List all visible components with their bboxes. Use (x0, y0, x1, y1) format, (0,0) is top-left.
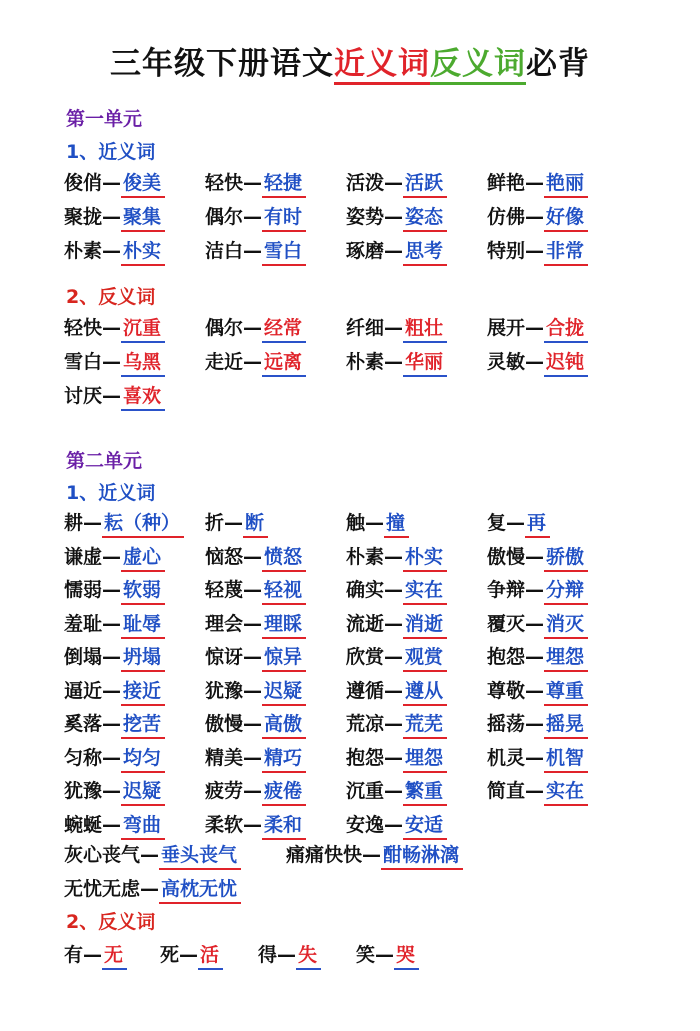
word-pair (487, 575, 588, 605)
answer-word: 荒芜 (403, 709, 447, 739)
word: 仿佛 (487, 206, 526, 228)
dash-separator: — (83, 512, 103, 534)
word-pair (205, 313, 306, 343)
word: 轻蔑 (205, 579, 244, 601)
answer-word: 雪白 (262, 236, 306, 266)
word-pair (205, 709, 306, 739)
word-pair (64, 381, 165, 411)
word: 机灵 (487, 746, 526, 769)
word: 谦虚 (64, 545, 103, 568)
answer-word: 耻辱 (121, 609, 165, 639)
word: 确实 (346, 579, 385, 601)
word-pair (205, 642, 306, 672)
word-pair (205, 676, 306, 706)
dash-separator: — (102, 172, 122, 194)
dash-separator: — (384, 780, 404, 802)
word: 聚拢 (64, 206, 103, 228)
word: 走近 (205, 351, 244, 373)
answer-word: 无 (102, 940, 127, 970)
dash-separator: — (179, 944, 199, 966)
word-pair (64, 542, 165, 572)
word-pair (64, 347, 165, 377)
unit1-antonym-heading: 2、反义词 (66, 286, 156, 308)
word: 抱怨 (346, 746, 385, 769)
answer-word: 乌黑 (121, 347, 165, 377)
word: 有 (64, 944, 84, 966)
dash-separator: — (384, 679, 404, 702)
word-pair (64, 840, 241, 870)
dash-separator: — (525, 545, 545, 568)
dash-separator: — (243, 780, 263, 802)
dash-separator: — (243, 545, 263, 568)
dash-separator: — (384, 317, 404, 339)
title-part-antonyms: 反义词 (430, 46, 526, 85)
word-pair (64, 940, 127, 970)
word-pair (346, 347, 447, 377)
dash-separator: — (102, 746, 122, 769)
dash-separator: — (525, 317, 545, 339)
word: 特别 (487, 240, 526, 262)
word-pair (487, 236, 588, 266)
dash-separator: — (102, 780, 122, 802)
word-pair (205, 202, 306, 232)
answer-word: 均匀 (121, 743, 165, 773)
word: 得 (258, 944, 278, 966)
dash-separator: — (375, 944, 395, 966)
answer-word: 实在 (403, 575, 447, 605)
answer-word: 姿态 (403, 202, 447, 232)
word: 灵敏 (487, 351, 526, 373)
word-pair (64, 874, 241, 904)
unit2-synonym-heading: 1、近义词 (66, 482, 156, 504)
dash-separator: — (384, 813, 404, 836)
word-pair (346, 609, 447, 639)
answer-word: 失 (296, 940, 321, 970)
word-pair (64, 709, 165, 739)
answer-word: 华丽 (403, 347, 447, 377)
word: 匀称 (64, 746, 103, 769)
answer-word: 撞 (384, 508, 409, 538)
word: 疲劳 (205, 780, 244, 802)
word-pair (346, 202, 447, 232)
answer-word: 迟疑 (262, 676, 306, 706)
dash-separator: — (102, 713, 122, 735)
answer-word: 安适 (403, 810, 447, 840)
dash-separator: — (525, 240, 545, 262)
dash-separator: — (102, 679, 122, 702)
word-pair (64, 313, 165, 343)
answer-word: 艳丽 (544, 168, 588, 198)
word-pair (487, 313, 588, 343)
answer-word: 高傲 (262, 709, 306, 739)
dash-separator: — (243, 240, 263, 262)
word: 洁白 (205, 240, 244, 262)
word: 懦弱 (64, 579, 103, 601)
answer-word: 迟钝 (544, 347, 588, 377)
word-pair (64, 642, 165, 672)
word: 流逝 (346, 612, 385, 635)
answer-word: 耘（种） (102, 508, 184, 538)
word: 争辩 (487, 579, 526, 601)
dash-separator: — (384, 240, 404, 262)
dash-separator: — (243, 679, 263, 702)
answer-word: 再 (525, 508, 550, 538)
answer-word: 哭 (394, 940, 419, 970)
answer-word: 实在 (544, 776, 588, 806)
word-pair (346, 168, 447, 198)
word: 羞耻 (64, 612, 103, 635)
answer-word: 酣畅淋漓 (381, 840, 463, 870)
dash-separator: — (102, 206, 122, 228)
word-pair (64, 609, 165, 639)
answer-word: 俊美 (121, 168, 165, 198)
answer-word: 埋怨 (544, 642, 588, 672)
word-pair (346, 776, 447, 806)
answer-word: 尊重 (544, 676, 588, 706)
word: 灰心丧气 (64, 844, 141, 866)
word-pair (160, 940, 223, 970)
answer-word: 有时 (262, 202, 306, 232)
word-pair (346, 575, 447, 605)
dash-separator: — (102, 385, 122, 407)
dash-separator: — (102, 317, 122, 339)
answer-word: 粗壮 (403, 313, 447, 343)
word: 欣赏 (346, 646, 385, 668)
word: 恼怒 (205, 545, 244, 568)
word: 理会 (205, 612, 244, 635)
word: 朴素 (346, 351, 385, 373)
dash-separator: — (384, 206, 404, 228)
word-pair (346, 810, 447, 840)
dash-separator: — (243, 172, 263, 194)
word-pair (356, 940, 419, 970)
answer-word: 喜欢 (121, 381, 165, 411)
page-title (0, 38, 700, 83)
word-pair (487, 347, 588, 377)
dash-separator: — (525, 579, 545, 601)
dash-separator: — (525, 646, 545, 668)
word-pair (258, 940, 321, 970)
dash-separator: — (140, 844, 160, 866)
answer-word: 分辩 (544, 575, 588, 605)
word: 笑 (356, 944, 376, 966)
dash-separator: — (140, 878, 160, 900)
answer-word: 好像 (544, 202, 588, 232)
answer-word: 观赏 (403, 642, 447, 672)
word-pair (346, 743, 447, 773)
dash-separator: — (243, 206, 263, 228)
dash-separator: — (277, 944, 297, 966)
dash-separator: — (365, 512, 385, 534)
word: 逼近 (64, 679, 103, 702)
word-pair (64, 743, 165, 773)
word: 姿势 (346, 206, 385, 228)
word: 倒塌 (64, 646, 103, 668)
word-pair (487, 609, 588, 639)
dash-separator: — (384, 172, 404, 194)
dash-separator: — (384, 746, 404, 769)
word: 安逸 (346, 813, 385, 836)
dash-separator: — (102, 240, 122, 262)
word: 鲜艳 (487, 172, 526, 194)
dash-separator: — (102, 646, 122, 668)
dash-separator: — (224, 512, 244, 534)
word-pair (205, 776, 306, 806)
dash-separator: — (243, 579, 263, 601)
word: 朴素 (64, 240, 103, 262)
answer-word: 接近 (121, 676, 165, 706)
word-pair (205, 810, 306, 840)
word-pair (487, 709, 588, 739)
word-pair (205, 347, 306, 377)
answer-word: 理睬 (262, 609, 306, 639)
dash-separator: — (243, 746, 263, 769)
unit1-heading: 第一单元 (66, 108, 143, 130)
word: 耕 (64, 512, 84, 534)
dash-separator: — (384, 713, 404, 735)
word: 死 (160, 944, 180, 966)
answer-word: 繁重 (403, 776, 447, 806)
answer-word: 消灭 (544, 609, 588, 639)
dash-separator: — (525, 206, 545, 228)
word: 触 (346, 512, 366, 534)
answer-word: 挖苦 (121, 709, 165, 739)
answer-word: 愤怒 (262, 542, 306, 572)
answer-word: 非常 (544, 236, 588, 266)
unit1-synonym-heading: 1、近义词 (66, 141, 156, 163)
word: 无忧无虑 (64, 878, 141, 900)
dash-separator: — (384, 579, 404, 601)
answer-word: 垂头丧气 (159, 840, 241, 870)
dash-separator: — (506, 512, 526, 534)
word: 摇荡 (487, 713, 526, 735)
word: 精美 (205, 746, 244, 769)
answer-word: 朴实 (403, 542, 447, 572)
word-pair (64, 575, 165, 605)
word: 偶尔 (205, 317, 244, 339)
word-pair (346, 236, 447, 266)
answer-word: 思考 (403, 236, 447, 266)
dash-separator: — (102, 351, 122, 373)
dash-separator: — (102, 579, 122, 601)
answer-word: 埋怨 (403, 743, 447, 773)
answer-word: 沉重 (121, 313, 165, 343)
word: 痛痛快快 (286, 844, 363, 866)
dash-separator: — (243, 612, 263, 635)
word: 遵循 (346, 679, 385, 702)
title-part-4: 必背 (526, 46, 590, 82)
word-pair (487, 776, 588, 806)
word-pair (487, 743, 588, 773)
dash-separator: — (525, 172, 545, 194)
dash-separator: — (384, 351, 404, 373)
dash-separator: — (102, 813, 122, 836)
word: 沉重 (346, 780, 385, 802)
word-pair (346, 709, 447, 739)
title-part-synonyms: 近义词 (334, 46, 430, 85)
word: 犹豫 (205, 679, 244, 702)
answer-word: 消逝 (403, 609, 447, 639)
dash-separator: — (384, 545, 404, 568)
word-pair (346, 676, 447, 706)
dash-separator: — (525, 351, 545, 373)
word: 轻快 (64, 317, 103, 339)
word: 简直 (487, 780, 526, 802)
word-pair (205, 743, 306, 773)
word: 尊敬 (487, 679, 526, 702)
word: 雪白 (64, 351, 103, 373)
word: 讨厌 (64, 385, 103, 407)
word-pair (64, 676, 165, 706)
answer-word: 精巧 (262, 743, 306, 773)
answer-word: 轻捷 (262, 168, 306, 198)
word-pair (64, 508, 184, 538)
word-pair (487, 642, 588, 672)
word: 荒凉 (346, 713, 385, 735)
word-pair (205, 508, 268, 538)
word: 展开 (487, 317, 526, 339)
dash-separator: — (362, 844, 382, 866)
word-pair (205, 168, 306, 198)
answer-word: 经常 (262, 313, 306, 343)
answer-word: 柔和 (262, 810, 306, 840)
answer-word: 聚集 (121, 202, 165, 232)
unit2-heading: 第二单元 (66, 450, 143, 472)
dash-separator: — (102, 545, 122, 568)
word: 偶尔 (205, 206, 244, 228)
answer-word: 断 (243, 508, 268, 538)
word: 轻快 (205, 172, 244, 194)
word-pair (205, 236, 306, 266)
dash-separator: — (243, 317, 263, 339)
dash-separator: — (525, 746, 545, 769)
word-pair (205, 575, 306, 605)
dash-separator: — (525, 780, 545, 802)
answer-word: 合拢 (544, 313, 588, 343)
answer-word: 机智 (544, 743, 588, 773)
word-pair (487, 508, 550, 538)
word-pair (205, 542, 306, 572)
answer-word: 遵从 (403, 676, 447, 706)
answer-word: 虚心 (121, 542, 165, 572)
word-pair (286, 840, 463, 870)
word-pair (487, 168, 588, 198)
dash-separator: — (384, 612, 404, 635)
dash-separator: — (102, 612, 122, 635)
word: 折 (205, 512, 225, 534)
answer-word: 轻视 (262, 575, 306, 605)
word: 傲慢 (205, 713, 244, 735)
word: 朴素 (346, 545, 385, 568)
word-pair (346, 642, 447, 672)
dash-separator: — (243, 351, 263, 373)
word: 傲慢 (487, 545, 526, 568)
answer-word: 远离 (262, 347, 306, 377)
answer-word: 活 (198, 940, 223, 970)
answer-word: 惊异 (262, 642, 306, 672)
dash-separator: — (83, 944, 103, 966)
word-pair (64, 810, 165, 840)
word-pair (487, 676, 588, 706)
word-pair (64, 202, 165, 232)
word-pair (346, 313, 447, 343)
dash-separator: — (525, 679, 545, 702)
word-pair (346, 508, 409, 538)
word: 惊讶 (205, 646, 244, 668)
answer-word: 疲倦 (262, 776, 306, 806)
answer-word: 弯曲 (121, 810, 165, 840)
dash-separator: — (525, 612, 545, 635)
answer-word: 软弱 (121, 575, 165, 605)
dash-separator: — (525, 713, 545, 735)
word-pair (487, 542, 588, 572)
word-pair (64, 236, 165, 266)
dash-separator: — (243, 646, 263, 668)
word: 琢磨 (346, 240, 385, 262)
word: 俊俏 (64, 172, 103, 194)
word: 复 (487, 512, 507, 534)
answer-word: 骄傲 (544, 542, 588, 572)
answer-word: 高枕无忧 (159, 874, 241, 904)
answer-word: 朴实 (121, 236, 165, 266)
word: 抱怨 (487, 646, 526, 668)
word: 柔软 (205, 813, 244, 836)
word: 蜿蜒 (64, 813, 103, 836)
answer-word: 活跃 (403, 168, 447, 198)
unit2-antonym-heading: 2、反义词 (66, 911, 156, 933)
word: 覆灭 (487, 612, 526, 635)
word-pair (205, 609, 306, 639)
word: 纤细 (346, 317, 385, 339)
dash-separator: — (243, 713, 263, 735)
answer-word: 摇晃 (544, 709, 588, 739)
dash-separator: — (384, 646, 404, 668)
word-pair (64, 776, 165, 806)
dash-separator: — (243, 813, 263, 836)
word: 奚落 (64, 713, 103, 735)
word-pair (64, 168, 165, 198)
word: 活泼 (346, 172, 385, 194)
answer-word: 迟疑 (121, 776, 165, 806)
word-pair (487, 202, 588, 232)
word: 犹豫 (64, 780, 103, 802)
word-pair (346, 542, 447, 572)
answer-word: 坍塌 (121, 642, 165, 672)
title-part-1: 三年级下册语文 (110, 46, 334, 82)
